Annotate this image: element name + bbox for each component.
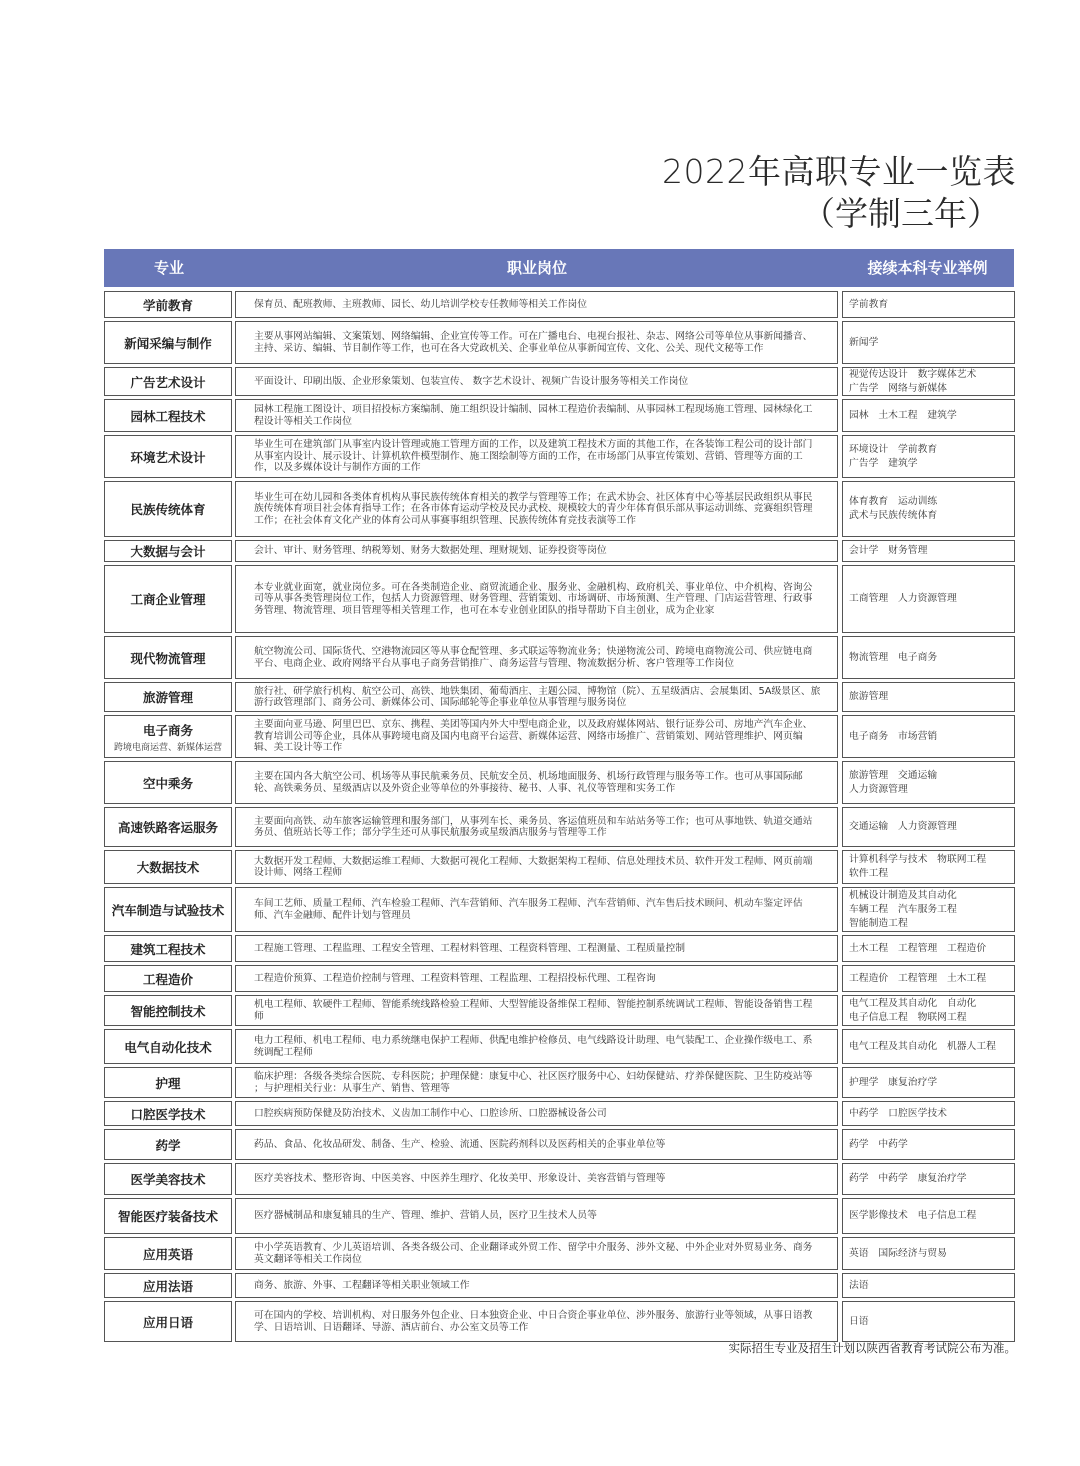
- major-cell: [104, 1101, 232, 1126]
- major-cell: [104, 565, 232, 633]
- footer-note: 实际招生专业及招生计划以陕西省教育考试院公布为准。: [728, 1341, 1016, 1355]
- bachelor-text: 电气工程及其自动化 机器人工程: [849, 1040, 996, 1052]
- table-row: [104, 850, 1016, 884]
- jobs-cell: [235, 321, 838, 364]
- bachelor-text: 法语: [849, 1279, 869, 1291]
- jobs-text: 临床护理：各级各类综合医院、专科医院；护理保健：康复中心、社区医疗服务中心、妇幼保健站、疗养保健医院、卫生防疫站等 ；与护理相关行业：从事生产、销售、管理等: [254, 1071, 813, 1094]
- jobs-cell: [235, 540, 838, 562]
- bachelor-text: 土木工程 工程管理 工程造价: [849, 942, 987, 954]
- table-row: [104, 291, 1016, 318]
- table-row: [104, 1163, 1016, 1195]
- jobs-text: 园林工程施工图设计、项目招投标方案编制、施工组织设计编制、园林工程造价表编制、从事园林工程现场施工管理、园林绿化工程设计等相关工作岗位: [254, 404, 813, 427]
- jobs-cell: [235, 481, 838, 537]
- major-name: 空中乘务: [142, 775, 193, 791]
- major-cell: [104, 1129, 232, 1160]
- bachelor-text: 工商管理 人力资源管理: [849, 593, 957, 604]
- major-cell: [104, 935, 232, 962]
- jobs-cell: [235, 399, 838, 432]
- major-cell: [104, 682, 232, 712]
- jobs-text: 电力工程师、机电工程师、电力系统继电保护工程师、供配电维护检修员、电气线路设计助理、电气装配工、企业操作级电工、系统调配工程师: [254, 1035, 813, 1058]
- table-row: [104, 995, 1016, 1026]
- bachelor-cell: [842, 435, 1015, 478]
- major-cell: [104, 1273, 232, 1298]
- major-subtitle: 跨境电商运营、新媒体运营: [113, 742, 222, 753]
- bachelor-cell: [842, 481, 1015, 537]
- bachelor-cell: [842, 995, 1015, 1026]
- major-name: 园林工程技术: [130, 408, 206, 424]
- jobs-cell: [235, 935, 838, 962]
- table-row: [104, 321, 1016, 364]
- bachelor-cell: [842, 399, 1015, 432]
- jobs-cell: [235, 887, 838, 932]
- major-name: 工商企业管理: [130, 592, 206, 607]
- major-name: 工程造价: [142, 971, 193, 987]
- bachelor-cell: [842, 1029, 1015, 1064]
- table-row: [104, 682, 1016, 712]
- jobs-cell: [235, 682, 838, 712]
- table-header: [104, 249, 1014, 287]
- major-cell: [104, 761, 232, 804]
- bachelor-cell: [842, 1129, 1015, 1160]
- bachelor-cell: [842, 565, 1015, 633]
- bachelor-cell: [842, 1301, 1015, 1342]
- major-cell: [104, 715, 232, 758]
- major-name: 大数据技术: [136, 860, 200, 875]
- major-name: 现代物流管理: [130, 650, 206, 666]
- major-cell: [104, 965, 232, 992]
- bachelor-text: 护理学 康复治疗学: [849, 1076, 938, 1088]
- table-row: [104, 367, 1016, 396]
- major-name: 口腔医学技术: [130, 1106, 206, 1122]
- jobs-text: 本专业就业面宽，就业岗位多。可在各类制造企业、商贸流通企业、服务业、金融机构、政府机关、事业单位、中介机构、咨询公司等从事各类管理岗位工作，包括人力资源管理、财务管理、营销策划、市场调研、市场预测、生产管理、门店运营管理、行政事务管理、物流管理、项目管理等相关管理工作，也可在本专业创业团队的指导帮助下自主创业，成为企业家: [254, 581, 813, 616]
- bachelor-text: 工程造价 工程管理 土木工程: [849, 972, 987, 984]
- jobs-cell: [235, 565, 838, 633]
- bachelor-text: 日语: [849, 1315, 869, 1327]
- major-name: 智能控制技术: [130, 1003, 206, 1019]
- major-cell: [104, 1198, 232, 1234]
- major-cell: [104, 1029, 232, 1064]
- major-cell: [104, 850, 232, 884]
- jobs-text: 商务、旅游、外事、工程翻译等相关职业领域工作: [254, 1279, 470, 1291]
- major-cell: [104, 399, 232, 432]
- major-name: 电气自动化技术: [124, 1039, 212, 1055]
- jobs-cell: [235, 367, 838, 396]
- major-cell: [104, 291, 232, 318]
- bachelor-cell: [842, 367, 1015, 396]
- jobs-cell: [235, 715, 838, 758]
- bachelor-text: 体育教育 运动训练 武术与民族传统体育: [849, 496, 938, 521]
- jobs-text: 中小学英语教育、少儿英语培训、各类各级公司、企业翻译或外贸工作、留学中介服务、涉外文秘、中外企业对外贸易业务、商务英文翻译等相关工作岗位: [254, 1242, 813, 1265]
- jobs-text: 毕业生可在建筑部门从事室内设计管理或施工管理方面的工作，以及建筑工程技术方面的其他工作，在各装饰工程公司的设计部门从事室内设计、展示设计、计算机软件模型制作、施工图绘制等方面的工作，在市场部门从事宣传策划、营销、管理等方面的工作，以及多媒体设计与制作方面的工作: [254, 439, 813, 474]
- bachelor-text: 环境设计 学前教育 广告学 建筑学: [849, 443, 938, 469]
- major-cell: [104, 636, 232, 679]
- major-name: 汽车制造与试验技术: [111, 902, 225, 918]
- bachelor-text: 医学影像技术 电子信息工程: [849, 1210, 977, 1221]
- major-name: 民族传统体育: [130, 502, 206, 517]
- bachelor-text: 物流管理 电子商务: [849, 651, 938, 663]
- jobs-text: 医疗器械制品和康复辅具的生产、管理、维护、营销人员，医疗卫生技术人员等: [254, 1210, 597, 1222]
- bachelor-cell: [842, 1198, 1015, 1234]
- jobs-text: 大数据开发工程师、大数据运维工程师、大数据可视化工程师、大数据架构工程师、信息处理技术员、软件开发工程师、网页前端设计师、网络工程师: [254, 855, 813, 878]
- jobs-cell: [235, 1237, 838, 1270]
- page-title-main: 2022年高职专业一览表: [662, 152, 1016, 191]
- bachelor-text: 机械设计制造及其自动化 车辆工程 汽车服务工程 智能制造工程: [849, 889, 957, 929]
- major-cell: [104, 367, 232, 396]
- bachelor-text: 旅游管理 交通运输 人力资源管理: [849, 769, 938, 795]
- jobs-cell: [235, 291, 838, 318]
- table-row: [104, 1301, 1016, 1342]
- header-bachelor: 接续本科专业举例: [867, 259, 988, 277]
- jobs-cell: [235, 807, 838, 847]
- jobs-text: 平面设计、印刷出版、企业形象策划、包装宣传、 数字艺术设计、视频广告设计服务等相关工作岗位: [254, 375, 689, 387]
- bachelor-cell: [842, 1163, 1015, 1195]
- bachelor-text: 电子商务 市场营销: [849, 730, 938, 742]
- table-row: [104, 1029, 1016, 1064]
- bachelor-cell: [842, 1067, 1015, 1098]
- bachelor-text: 交通运输 人力资源管理: [849, 821, 957, 832]
- bachelor-cell: [842, 807, 1015, 847]
- major-name: 旅游管理: [142, 690, 193, 705]
- jobs-text: 主要面向高铁、动车旅客运输管理和服务部门，从事列车长、乘务员、客运值班员和车站站务等工作；也可从事地铁、轨道交通站务员、值班站长等工作；部分学生还可从事民航服务或星级酒店服务与管理等工作: [254, 815, 813, 838]
- jobs-cell: [235, 965, 838, 992]
- table-row: [104, 935, 1016, 962]
- jobs-text: 口腔疾病预防保健及防治技术、义齿加工制作中心、口腔诊所、口腔器械设备公司: [254, 1107, 607, 1119]
- bachelor-text: 新闻学: [849, 336, 879, 348]
- jobs-text: 旅行社、研学旅行机构、航空公司、高铁、地铁集团、葡萄酒庄、主题公园、博物馆（院）、五星级酒店、会展集团、5A级景区、旅游行政管理部门、商务公司、新媒体公司、国际邮轮等企事业单位从事管理与服务岗位: [254, 685, 821, 708]
- major-name: 广告艺术设计: [130, 374, 206, 390]
- bachelor-cell: [842, 761, 1015, 804]
- bachelor-text: 学前教育: [849, 298, 889, 310]
- major-name: 环境艺术设计: [130, 449, 206, 465]
- table-row: [104, 636, 1016, 679]
- major-cell: [104, 1067, 232, 1098]
- major-name: 应用英语: [142, 1246, 193, 1262]
- header-jobs: 职业岗位: [506, 259, 567, 277]
- jobs-text: 工程施工管理、工程监理、工程安全管理、工程材料管理、工程资料管理、工程测量、工程质量控制: [254, 942, 686, 954]
- bachelor-text: 药学 中药学: [849, 1138, 908, 1150]
- jobs-text: 主要在国内各大航空公司、机场等从事民航乘务员、民航安全员、机场地面服务、机场行政管理与服务等工作。也可从事国际邮轮、高铁乘务员、星级酒店以及外资企业等单位的外事接待、秘书、人事、礼仪等管理和实务工作: [254, 771, 803, 794]
- bachelor-cell: [842, 291, 1015, 318]
- table-row: [104, 565, 1016, 633]
- bachelor-text: 药学 中药学 康复治疗学: [849, 1173, 967, 1184]
- table-row: [104, 1129, 1016, 1160]
- jobs-text: 工程造价预算、工程造价控制与管理、工程资料管理、工程监理、工程招投标代理、工程咨询: [254, 972, 656, 984]
- major-name: 高速铁路客运服务: [117, 820, 218, 835]
- major-cell: [104, 807, 232, 847]
- major-name: 电子商务: [142, 722, 193, 738]
- bachelor-cell: [842, 887, 1015, 932]
- bachelor-cell: [842, 1101, 1015, 1126]
- bachelor-cell: [842, 715, 1015, 758]
- jobs-text: 药品、食品、化妆品研发、制备、生产、检验、流通、医院药剂科以及医药相关的企事业单位等: [254, 1138, 666, 1150]
- bachelor-cell: [842, 682, 1015, 712]
- jobs-text: 航空物流公司、国际货代、空港物流园区等从事仓配管理、多式联运等物流业务；快递物流公司、跨境电商物流公司、供应链电商平台、电商企业、政府网络平台从事电子商务营销推广、商务运营与管理、物流数据分析、客户管理等工作岗位: [254, 646, 813, 669]
- major-name: 智能医疗装备技术: [117, 1209, 218, 1224]
- bachelor-cell: [842, 1273, 1015, 1298]
- jobs-text: 保育员、配班教师、主班教师、园长、幼儿培训学校专任教师等相关工作岗位: [254, 298, 588, 310]
- major-name: 新闻采编与制作: [124, 335, 212, 351]
- major-cell: [104, 1301, 232, 1342]
- jobs-text: 会计、审计、财务管理、纳税筹划、财务大数据处理、理财规划、证券投资等岗位: [254, 545, 607, 557]
- page-title-sub: （学制三年）: [802, 194, 1000, 233]
- table-row: [104, 1067, 1016, 1098]
- bachelor-cell: [842, 1237, 1015, 1270]
- major-name: 建筑工程技术: [130, 941, 206, 957]
- major-name: 应用日语: [142, 1314, 193, 1330]
- major-table: [104, 291, 1016, 1345]
- table-row: [104, 965, 1016, 992]
- jobs-cell: [235, 1198, 838, 1234]
- table-row: [104, 481, 1016, 537]
- major-cell: [104, 887, 232, 932]
- bachelor-cell: [842, 321, 1015, 364]
- jobs-cell: [235, 995, 838, 1026]
- table-row: [104, 1101, 1016, 1126]
- bachelor-cell: [842, 540, 1015, 562]
- jobs-text: 主要从事网站编辑、文案策划、网络编辑、企业宣传等工作。可在广播电台、电视台报社、杂志、网络公司等单位从事新闻播音、主持、采访、编辑、节目制作等工作，也可在各大党政机关、企事业单位从事新闻宣传、文化、公关、现代文秘等工作: [254, 331, 813, 354]
- jobs-text: 医疗美容技术、整形咨询、中医美容、中医养生理疗、化妆美甲、形象设计、美容营销与管理等: [254, 1173, 666, 1185]
- jobs-cell: [235, 636, 838, 679]
- bachelor-text: 中药学 口腔医学技术: [849, 1107, 947, 1119]
- major-cell: [104, 481, 232, 537]
- table-row: [104, 399, 1016, 432]
- bachelor-text: 电气工程及其自动化 自动化 电子信息工程 物联网工程: [849, 997, 977, 1023]
- jobs-cell: [235, 435, 838, 478]
- jobs-text: 主要面向亚马逊、阿里巴巴、京东、携程、美团等国内外大中型电商企业，以及政府媒体网站、银行证券公司、房地产汽车企业、教育培训公司等企业，具体从事跨境电商及国内电商平台运营、新媒体运营、网络市场推广、营销策划、网站管理维护、网页编辑、美工设计等工作: [254, 719, 813, 754]
- bachelor-text: 视觉传达设计 数字媒体艺术 广告学 网络与新媒体: [849, 368, 977, 394]
- jobs-cell: [235, 1029, 838, 1064]
- major-cell: [104, 1237, 232, 1270]
- major-cell: [104, 540, 232, 562]
- header-major: 专业: [153, 259, 184, 277]
- table-row: [104, 807, 1016, 847]
- bachelor-cell: [842, 850, 1015, 884]
- table-row: [104, 1237, 1016, 1270]
- jobs-cell: [235, 1101, 838, 1126]
- table-row: [104, 435, 1016, 478]
- bachelor-text: 园林 土木工程 建筑学: [849, 409, 957, 421]
- jobs-text: 毕业生可在幼儿园和各类体育机构从事民族传统体育相关的教学与管理等工作；在武术协会、社区体育中心等基层民政组织从事民族传统体育项目社会体育指导工作；在各市体育运动学校及民办武校、规模较大的青少年体育俱乐部从事运动训练、竞赛组织管理工作；在社会体育文化产业的体育公司从事赛事组织管理、民族传统体育竞技表演等工作: [254, 491, 813, 526]
- major-name: 医学美容技术: [130, 1172, 206, 1187]
- jobs-text: 车间工艺师、质量工程师、汽车检验工程师、汽车营销师、汽车服务工程师、汽车营销师、汽车售后技术顾问、机动车鉴定评估师、汽车金融师、配件计划与管理员: [254, 898, 803, 921]
- jobs-cell: [235, 1301, 838, 1342]
- jobs-cell: [235, 1163, 838, 1195]
- major-cell: [104, 1163, 232, 1195]
- table-row: [104, 1198, 1016, 1234]
- major-name: 大数据与会计: [130, 544, 206, 559]
- major-cell: [104, 995, 232, 1026]
- bachelor-cell: [842, 935, 1015, 962]
- bachelor-text: 会计学 财务管理: [849, 545, 928, 556]
- jobs-cell: [235, 1273, 838, 1298]
- major-name: 护理: [155, 1075, 181, 1091]
- jobs-cell: [235, 1129, 838, 1160]
- bachelor-text: 英语 国际经济与贸易: [849, 1247, 947, 1259]
- bachelor-text: 旅游管理: [849, 691, 889, 702]
- page-title: [662, 150, 1016, 234]
- jobs-cell: [235, 850, 838, 884]
- table-row: [104, 887, 1016, 932]
- jobs-cell: [235, 1067, 838, 1098]
- table-row: [104, 1273, 1016, 1298]
- table-row: [104, 715, 1016, 758]
- major-cell: [104, 435, 232, 478]
- jobs-cell: [235, 761, 838, 804]
- bachelor-cell: [842, 636, 1015, 679]
- major-name: 学前教育: [142, 297, 193, 313]
- jobs-text: 机电工程师、软硬件工程师、智能系统线路检验工程师、大型智能设备维保工程师、智能控制系统调试工程师、智能设备销售工程师: [254, 999, 813, 1022]
- major-cell: [104, 321, 232, 364]
- bachelor-text: 计算机科学与技术 物联网工程 软件工程: [849, 854, 987, 879]
- table-row: [104, 540, 1016, 562]
- major-name: 应用法语: [142, 1278, 193, 1294]
- table-row: [104, 761, 1016, 804]
- major-name: 药学: [155, 1137, 181, 1153]
- jobs-text: 可在国内的学校、培训机构、对日服务外包企业、日本独资企业、中日合资企事业单位、涉外服务、旅游行业等领域，从事日语教学、日语培训、日语翻译、导游、酒店前台、办公室文员等工作: [254, 1310, 813, 1333]
- bachelor-cell: [842, 965, 1015, 992]
